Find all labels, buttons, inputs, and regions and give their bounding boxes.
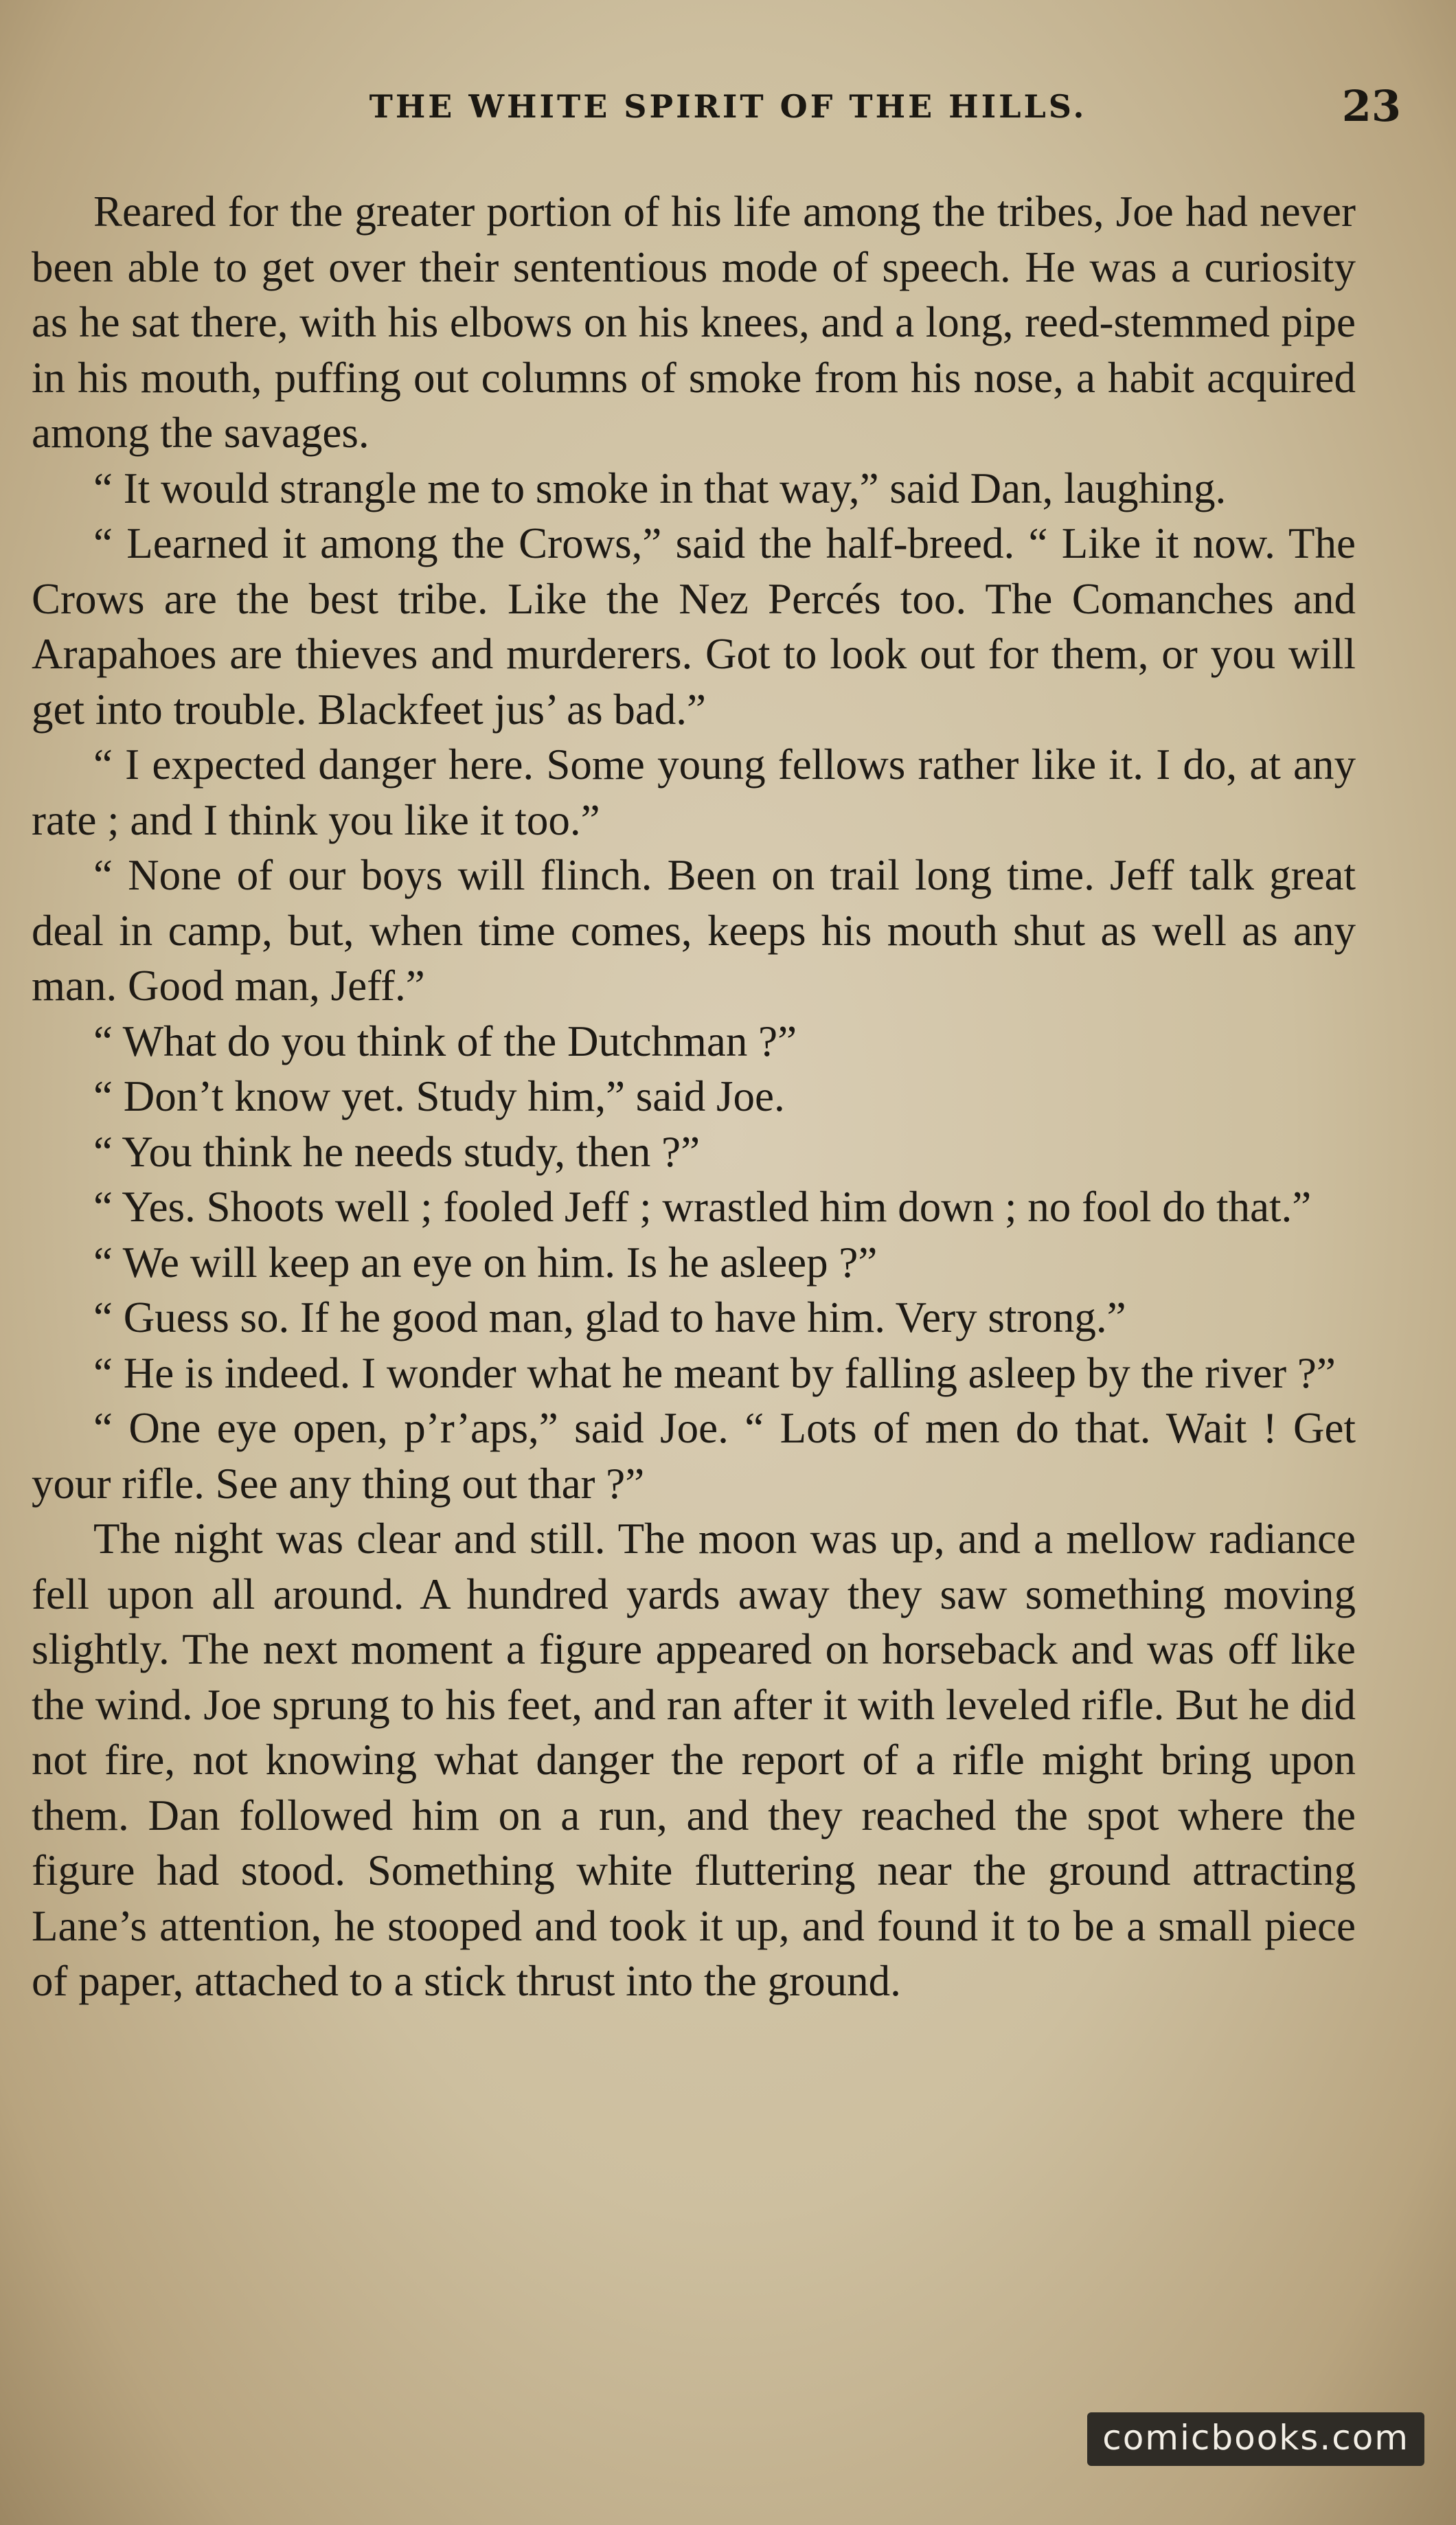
paragraph-11: “ Guess so. If he good man, glad to have him. Very strong.” — [93, 1293, 1126, 1341]
paragraph-5: “ None of our boys will flinch. Been on trail long time. Jeff talk great deal in camp, but, when time comes, keeps his mouth shut as well as any man. Good man, Jeff.” — [32, 851, 1356, 1010]
running-title: THE WHITE SPIRIT OF THE HILLS. — [369, 88, 1087, 125]
body-text — [32, 184, 1356, 2009]
paragraph-10: “ We will keep an eye on him. Is he asleep ?” — [93, 1238, 878, 1287]
paragraph-1: Reared for the greater portion of his life among the tribes, Joe had never been able to get over their sententious mode of speech. He was a curiosity as he sat there, with his elbows on his knees, and a long, reed-stemmed pipe in his mouth, puffing out columns of smoke from his nose, a habit acquired among the savages. — [32, 188, 1356, 457]
paragraph-14: The night was clear and still. The moon was up, and a mellow radiance fell upon all around. A hundred yards away they saw something moving slightly. The next moment a figure appeared on horseback and was off like the wind. Joe sprung to his feet, and ran after it with leveled rifle. But he did not fire, not knowing what danger the report of a rifle might bring upon them. Dan followed him on a run, and they reached the spot where the figure had stood. Something white fluttering near the ground attracting Lane’s attention, he stooped and took it up, and found it to be a small piece of paper, attached to a stick thrust into the ground. — [32, 1515, 1356, 2005]
paragraph-7: “ Don’t know yet. Study him,” said Joe. — [93, 1072, 785, 1120]
paragraph-4: “ I expected danger here. Some young fellows rather like it. I do, at any rate ; and I think you like it too.” — [32, 740, 1356, 844]
paragraph-13: “ One eye open, p’r’aps,” said Joe. “ Lots of men do that. Wait ! Get your rifle. See any thing out thar ?” — [32, 1404, 1356, 1508]
paragraph-2: “ It would strangle me to smoke in that way,” said Dan, laughing. — [93, 464, 1227, 512]
paragraph-3: “ Learned it among the Crows,” said the half-breed. “ Like it now. The Crows are the best tribe. Like the Nez Percés too. The Comanches and Arapahoes are thieves and murderers. Got to look out for them, or you will get into trouble. Blackfeet jus’ as bad.” — [32, 519, 1356, 734]
page-header — [41, 81, 1415, 143]
paragraph-12: “ He is indeed. I wonder what he meant by falling asleep by the river ?” — [93, 1348, 1336, 1397]
paragraph-6: “ What do you think of the Dutchman ?” — [93, 1017, 797, 1065]
page-number: 23 — [1341, 81, 1401, 131]
paragraph-9: “ Yes. Shoots well ; fooled Jeff ; wrastled him down ; no fool do that.” — [93, 1183, 1312, 1231]
watermark-logo: comicbooks.com — [1087, 2412, 1424, 2466]
paragraph-8: “ You think he needs study, then ?” — [93, 1127, 701, 1176]
